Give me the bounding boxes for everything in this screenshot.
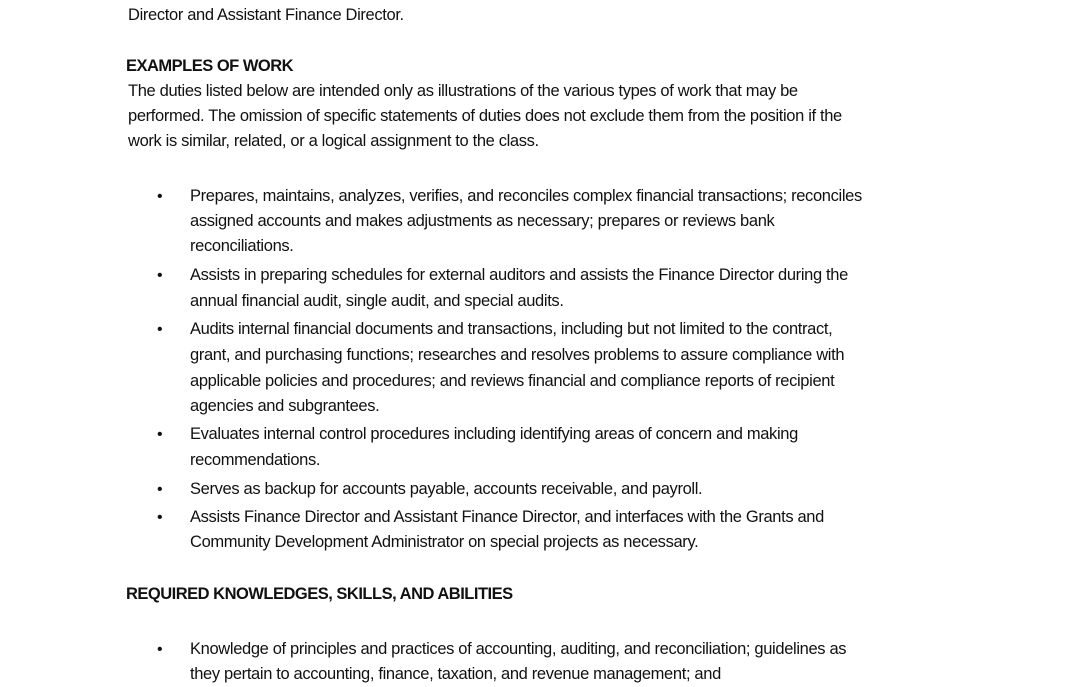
bullet-text-line: annual financial audit, single audit, and special audits. bbox=[190, 292, 564, 310]
bullet-text-line: Community Development Administrator on special projects as necessary. bbox=[190, 533, 699, 551]
bullet-text-line: agencies and subgrantees. bbox=[190, 397, 380, 415]
bullet-text-line: Knowledge of principles and practices of accounting, auditing, and reconciliation; guidelines as bbox=[190, 640, 847, 658]
bullet-text-line: Evaluates internal control procedures including identifying areas of concern and making bbox=[190, 425, 798, 443]
ksa-heading: REQUIRED KNOWLEDGES, SKILLS, AND ABILITIES bbox=[126, 585, 513, 603]
bullet-text-line: Assists Finance Director and Assistant Finance Director, and interfaces with the Grants and bbox=[190, 508, 824, 526]
bullet-text-line: Serves as backup for accounts payable, accounts receivable, and payroll. bbox=[190, 480, 703, 498]
bullet-text-line: Audits internal financial documents and transactions, including but not limited to the contract, bbox=[190, 320, 833, 338]
examples-heading: EXAMPLES OF WORK bbox=[126, 57, 294, 75]
intro-tail-text: Director and Assistant Finance Director. bbox=[128, 6, 404, 24]
examples-intro-line: work is similar, related, or a logical assignment to the class. bbox=[128, 132, 539, 150]
bullet-text-line: grant, and purchasing functions; researches and resolves problems to assure compliance with bbox=[190, 346, 845, 364]
bullet-text-line: Assists in preparing schedules for external auditors and assists the Finance Director during the bbox=[190, 266, 848, 284]
bullet-text-line: they pertain to accounting, finance, taxation, and revenue management; and bbox=[190, 665, 721, 683]
bullet-icon: • bbox=[157, 481, 163, 498]
bullet-text-line: reconciliations. bbox=[190, 237, 294, 255]
bullet-icon: • bbox=[157, 426, 163, 443]
bullet-icon: • bbox=[157, 188, 163, 205]
bullet-text-line: assigned accounts and makes adjustments as necessary; prepares or reviews bank bbox=[190, 212, 775, 230]
bullet-text-line: recommendations. bbox=[190, 451, 321, 469]
bullet-text-line: applicable policies and procedures; and reviews financial and compliance reports of recipient bbox=[190, 372, 835, 390]
bullet-icon: • bbox=[157, 641, 163, 658]
examples-intro-line: performed. The omission of specific statements of duties does not exclude them from the position if the bbox=[128, 107, 842, 125]
examples-intro-line: The duties listed below are intended only as illustrations of the various types of work that may be bbox=[128, 82, 798, 100]
bullet-icon: • bbox=[157, 267, 163, 284]
bullet-text-line: Prepares, maintains, analyzes, verifies, and reconciles complex financial transactions; reconciles bbox=[190, 187, 862, 205]
bullet-icon: • bbox=[157, 509, 163, 526]
bullet-icon: • bbox=[157, 321, 163, 338]
